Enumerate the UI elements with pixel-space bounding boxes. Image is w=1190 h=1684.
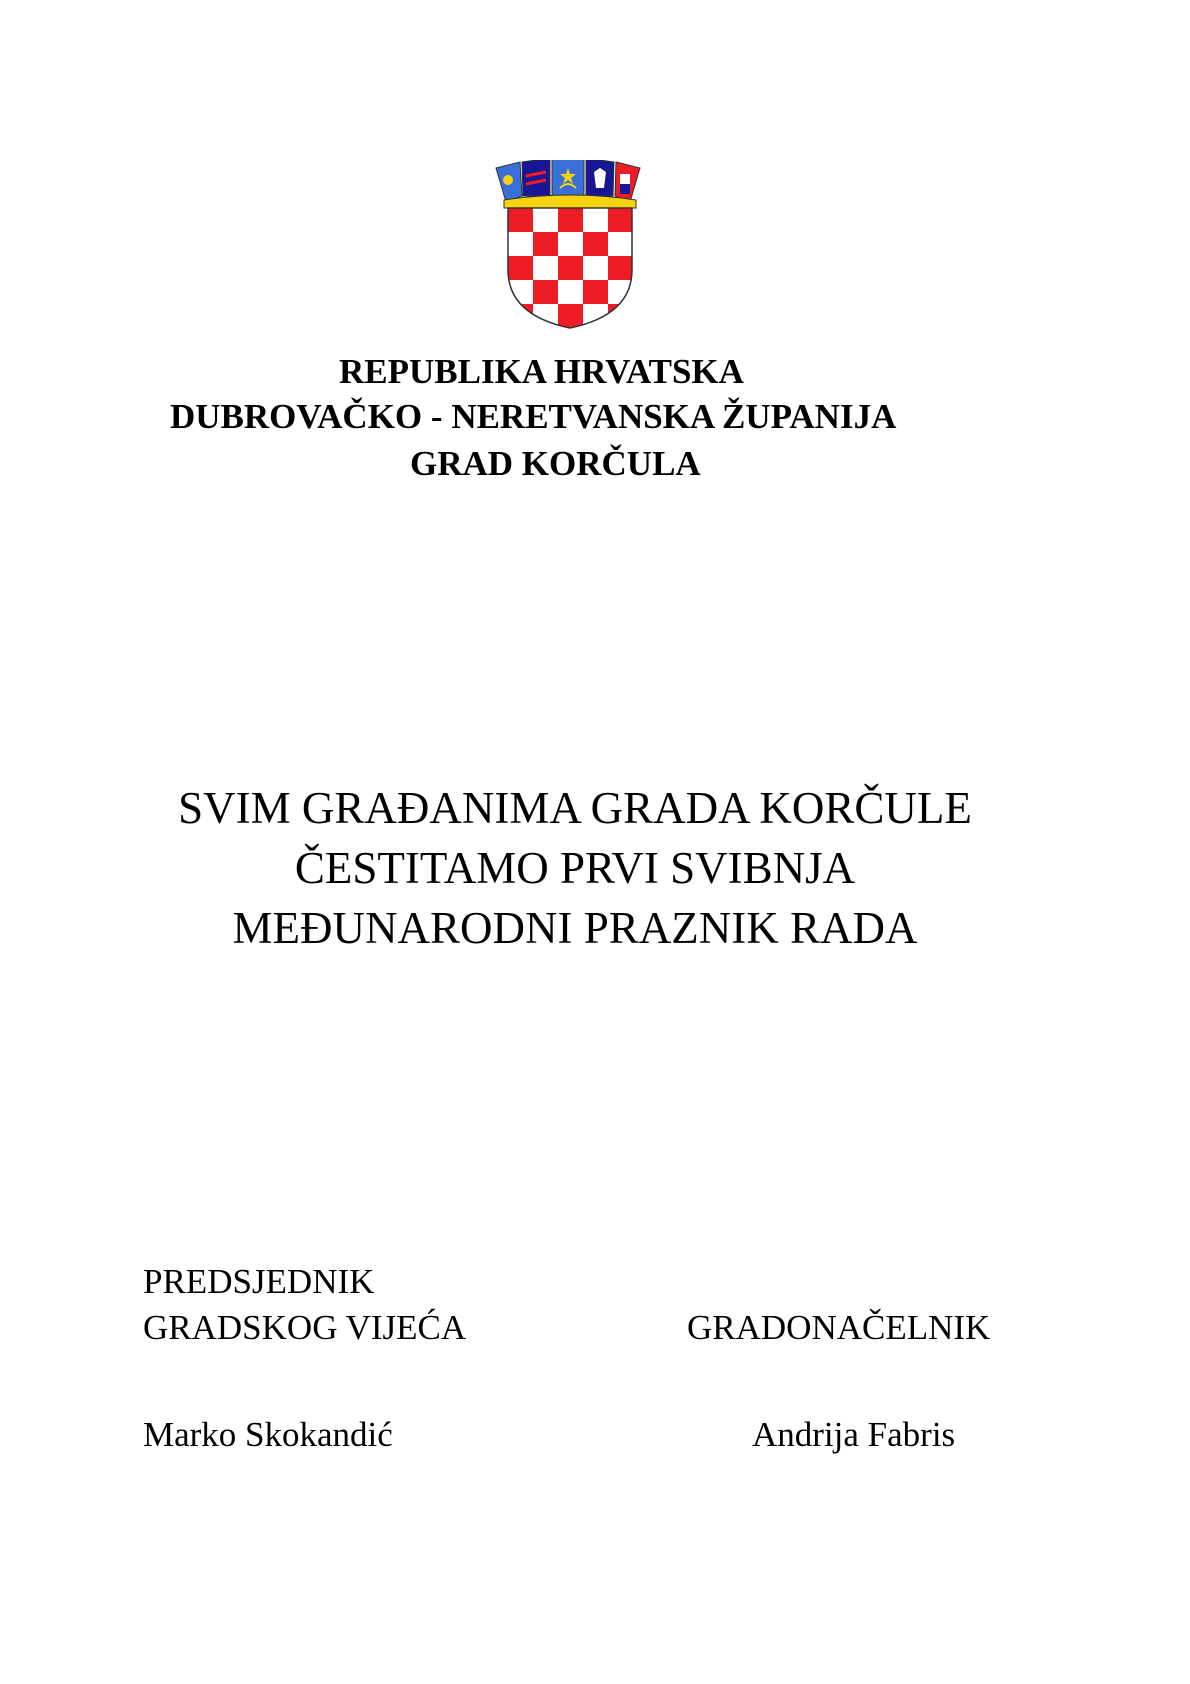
- greeting-line-3: MEĐUNARODNI PRAZNIK RADA: [232, 903, 918, 953]
- council-president-title: [143, 1259, 466, 1351]
- council-president-name: Marko Skokandić: [143, 1415, 393, 1454]
- header-country: REPUBLIKA HRVATSKA: [339, 352, 744, 391]
- greeting-line-2: ČESTITAMO PRVI SVIBNJA: [294, 843, 856, 893]
- header-city: GRAD KORČULA: [410, 444, 701, 483]
- council-president-title-line-2: GRADSKOG VIJEĆA: [143, 1308, 467, 1347]
- header-county: DUBROVAČKO - NERETVANSKA ŽUPANIJA: [170, 397, 897, 436]
- greeting-message: [0, 778, 1190, 958]
- mayor-title: GRADONAČELNIK: [687, 1308, 991, 1347]
- mayor-name: Andrija Fabris: [752, 1415, 956, 1454]
- croatian-coat-of-arms-icon: [490, 160, 650, 330]
- council-president-title-line-1: PREDSJEDNIK: [143, 1262, 375, 1301]
- greeting-line-1: SVIM GRAĐANIMA GRADA KORČULE: [178, 783, 972, 833]
